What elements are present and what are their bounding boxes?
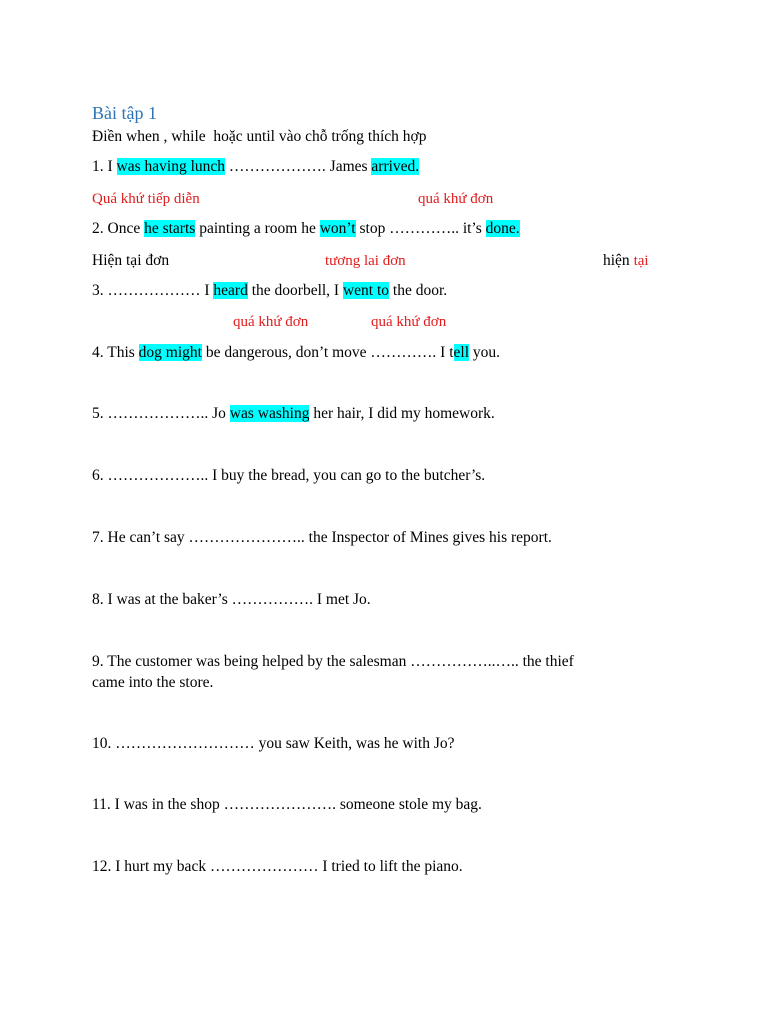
- q3-text: the door.: [389, 282, 448, 299]
- q5-text: 5. ……………….. Jo: [92, 405, 230, 422]
- question-9-line-2: came into the store.: [92, 674, 214, 691]
- q2-text: 2. Once: [92, 220, 145, 237]
- q2-note-present: [603, 251, 649, 271]
- q4-highlight-2: ell: [453, 344, 470, 361]
- q2-note-present-word-1: hiện: [603, 252, 634, 269]
- instruction: Điền when , while hoặc until vào chỗ trống thích hợp: [92, 128, 427, 145]
- q1-text: ………………. James: [225, 158, 372, 175]
- q1-text: 1. I: [92, 158, 117, 175]
- q1-note-past-continuous: Quá khứ tiếp diễn: [92, 191, 200, 207]
- q2-text: stop ………….. it’s: [355, 220, 486, 237]
- q2-highlight-3: done.: [485, 220, 520, 237]
- question-11: 11. I was in the shop …………………. someone stole my bag.: [92, 796, 482, 813]
- q3-text: the doorbell, I: [247, 282, 343, 299]
- q3-highlight-1: heard: [213, 282, 248, 299]
- q2-highlight-1: he starts: [144, 220, 196, 237]
- question-3: [92, 281, 447, 301]
- q4-text: you.: [469, 344, 501, 361]
- q4-text: 4. This: [92, 344, 139, 361]
- question-7: 7. He can’t say ………………….. the Inspector of Mines gives his report.: [92, 529, 552, 546]
- q2-note-present-simple: Hiện tại đơn: [92, 252, 170, 269]
- q3-text: 3. ……………… I: [92, 282, 214, 299]
- q3-note-past-simple-1: quá khứ đơn: [233, 314, 309, 330]
- q2-highlight-2: won’t: [319, 220, 356, 237]
- question-10: 10. ……………………… you saw Keith, was he with Jo?: [92, 735, 455, 752]
- q4-text: be dangerous, don’t move …………. I t: [201, 344, 454, 361]
- question-6: 6. ……………….. I buy the bread, you can go to the butcher’s.: [92, 467, 486, 484]
- question-4: [92, 343, 500, 363]
- q3-highlight-2: went to: [342, 282, 390, 299]
- q2-text: painting a room he: [195, 220, 320, 237]
- question-8: 8. I was at the baker’s ……………. I met Jo.: [92, 591, 371, 608]
- q2-note-present-word-2: tại: [633, 253, 649, 269]
- question-2: [92, 219, 520, 239]
- q4-highlight-1: dog might: [138, 344, 202, 361]
- question-12: 12. I hurt my back ………………… I tried to lift the piano.: [92, 858, 463, 875]
- question-9-line-1: 9. The customer was being helped by the salesman ……………..….. the thief: [92, 653, 574, 670]
- q3-note-past-simple-2: quá khứ đơn: [371, 314, 447, 330]
- q1-highlight-2: arrived.: [371, 158, 420, 175]
- exercise-title: Bài tập 1: [92, 103, 157, 123]
- q1-highlight-1: was having lunch: [116, 158, 226, 175]
- q5-highlight-1: was washing: [229, 405, 310, 422]
- question-1: [92, 157, 419, 177]
- q5-text: her hair, I did my homework.: [309, 405, 495, 422]
- q1-note-past-simple: quá khứ đơn: [418, 191, 494, 207]
- q2-note-future-simple: tương lai đơn: [325, 253, 406, 269]
- question-5: [92, 404, 495, 424]
